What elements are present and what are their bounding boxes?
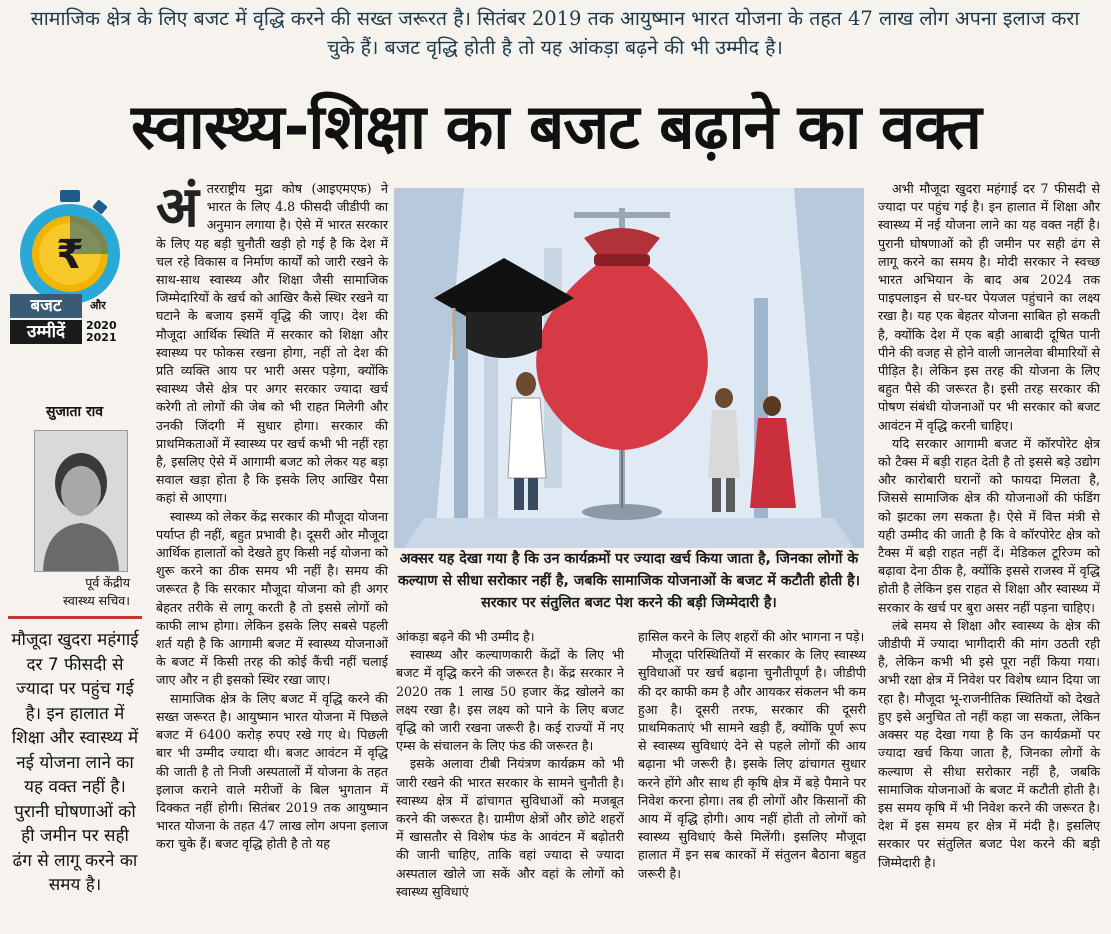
author-designation-line2: स्वास्थ्य सचिव। [62,593,130,608]
pullquote-rule [8,616,142,619]
article-paragraph: लंबे समय से शिक्षा और स्वास्थ्य के क्षेत्र की जीडीपी में ज्यादा भागीदारी की मांग उठती रही है, लेकिन कभी भी इसे पूरा नहीं किया गया। अभी रक्षा क्षेत्र में निवेश पर विशेष ध्यान दिया जा रहा है। मौजूदा भू-राजनीतिक स्थितियों को देखते हुए इसे अनुचित तो नहीं कहा जा सकता, लेकिन अक्सर यह देखा गया है कि उन कार्यक्रमों पर ज्यादा खर्च किया जाता है, जिनका लोगों के कल्याण से सीधा सरोकार नहीं है, जबकि सामाजिक योजनाओं के बजट में कटौती होती है। इस समय कृषि में भी निवेश करने की जरूरत है। देश में इस समय हर क्षेत्र में मंदी है। इसलिए सरकार पर संतुलित बजट पेश करने की बड़ी जिम्मेदारी है। [878,617,1100,870]
rupee-symbol: ₹ [56,232,84,278]
badge-word-hopes: उम्मीदें [10,320,82,344]
article-headline: स्वास्थ्य-शिक्षा का बजट बढ़ाने का वक्त [131,90,981,163]
article-illustration [394,188,864,548]
illustration-caption: अक्सर यह देखा गया है कि उन कार्यक्रमों पर ज्यादा खर्च किया जाता है, जिनका लोगों के कल्याण से सीधा सरोकार नहीं है, जबकि सामाजिक योजनाओं के बजट में कटौती होती है। सरकार पर संतुलित बजट पेश करने की बड़ी जिम्मेदारी है। [397,551,861,611]
author-photo [34,430,128,572]
article-paragraph: इसके अलावा टीबी नियंत्रण कार्यक्रम को भी जारी रखने की भारत सरकार के सामने चुनौती है। स्वास्थ्य क्षेत्र में ढांचागत सुविधाओं को मजबूत करने की जरूरत है। ग्रामीण क्षेत्रों और छोटे शहरों में खासतौर से विशेष फंड के आवंटन में बढ़ोतरी की जानी चाहिए, ताकि वहां ज्यादा से ज्यादा अस्पताल खोले जा सकें और वहां के लोगों को स्वास्थ्य सुविधाएं [396,756,624,899]
article-column-3 [638,628,866,883]
badge-conjunction: और [90,299,106,312]
author-name: सुजाता राव [46,404,104,420]
article-paragraph: यदि सरकार आगामी बजट में कॉरपोरेट क्षेत्र को टैक्स में बड़ी राहत देती है तो इससे बड़े उद्योग और कारोबारी घरानों को फायदा मिलता है, जिससे सामाजिक क्षेत्र की योजनाओं की फंडिंग को झटका लग सकता है। ऐसे में वित्त मंत्री से यही उम्मीद की जाती है कि वे कॉरपोरेट क्षेत्र को टैक्स में बड़ी राहत नहीं दें। मेडिकल टूरिज्म को बढ़ावा देना ठीक है, क्योंकि इससे राजस्व में वृद्धि होती है लेकिन इस राहत से शिक्षा और स्वास्थ्य में सरकार के खर्च पर बुरा असर नहीं पड़ना चाहिए। [878,435,1100,615]
article-column-4 [878,180,1100,872]
article-paragraph: मौजूदा परिस्थितियों में सरकार के लिए स्वास्थ्य सुविधाओं पर खर्च बढ़ाना चुनौतीपूर्ण है। जीडीपी की दर काफी कम है और आयकर संकलन भी कम हुआ है। दूसरी तरफ, सरकार की दूसरी प्राथमिकताएं भी सामने खड़ी हैं, क्योंकि पूर्ण रूप से स्वास्थ्य सुविधाएं देने से पहले लोगों की आय बढ़ाना भी जरूरी है। इसके लिए ढांचागत सुधार करने होंगे और साथ ही कृषि क्षेत्र में बड़े पैमाने पर निवेश करना होगा। तब ही लोगों और किसानों की आय में वृद्धि होगी। आय नहीं होती तो लोगों को स्वास्थ्य सुविधाएं कैसे मिलेंगी। इसलिए मौजूदा हालात में इन सब कारकों में संतुलन बैठाना बहुत जरूरी है। [638,647,866,881]
badge-year-2: 2021 [86,331,117,344]
article-paragraph: स्वास्थ्य और कल्याणकारी केंद्रों के लिए भी बजट में वृद्धि करने की जरूरत है। केंद्र सरकार ने 2020 तक 1 लाख 50 हजार केंद्र खोलने का लक्ष्य रखा है। इस लक्ष्य को पाने के लिए बजट वृद्धि को जारी रखना जरूरी है। कई राज्यों में नए एम्स के संचालन के लिए फंड की जरूरत है। [396,647,624,754]
article-deck: सामाजिक क्षेत्र के लिए बजट में वृद्धि करने की सख्त जरूरत है। सितंबर 2019 तक आयुष्मान भारत योजना के तहत 47 लाख लोग अपना इलाज करा चुके हैं। बजट वृद्धि होती है तो यह आंकड़ा बढ़ने की भी उम्मीद है। [30,7,1080,59]
article-column-2 [396,628,624,901]
article-paragraph: अंतरराष्ट्रीय मुद्रा कोष (आइएमएफ) ने भारत के लिए 4.8 फीसदी जीडीपी का अनुमान लगाया है। ऐसे में भारत सरकार के लिए यह बड़ी चुनौती खड़ी हो गई है कि देश में चल रहे विकास व निर्माण कार्यों को जारी रखने के साथ-साथ स्वास्थ्य और शिक्षा जैसी सामाजिक जिम्मेदारियों के खर्च को आखिर कैसे स्थिर रखने या घटाने के बजाय इसमें वृद्धि की जाए। देश की मौजूदा आर्थिक स्थिति में सरकार को शिक्षा और स्वास्थ्य पर फोकस रखना होगा, नहीं तो देश की प्रति व्यक्ति आय पर भारी असर पड़ेगा, क्योंकि स्वास्थ्य जैसे क्षेत्र पर अगर सरकार ज्यादा खर्च करेगी तो लोगों की जेब को भी राहत मिलेगी और उनकी जिंदगी में सुधार होगा। सरकार की प्राथमिकताओं में स्वास्थ्य पर खर्च कभी भी नहीं रहा है, इसलिए ऐसे में आगामी बजट को लेकर यह बड़ा सवाल खड़ा होता है कि इसके लिए आखिर पैसा कहां से आएगा। [156,174,388,506]
budget-badge [10,188,130,358]
article-paragraph: सामाजिक क्षेत्र के लिए बजट में वृद्धि करने की सख्त जरूरत है। आयुष्मान भारत योजना में पिछले बजट में 6400 करोड़ रुपए रखे गए थे। पिछली बार भी उम्मीद ज्यादा थी। बजट आवंटन में वृद्धि की जाती है तो निजी अस्पतालों में योजना के तहत इलाज कराने वाले मरीजों के बिल भुगतान में दिक्कत नहीं होगी। सितंबर 2019 तक आयुष्मान भारत योजना के तहत 47 लाख लोग अपना इलाज करा चुके हैं। बजट वृद्धि होती है तो यह [156,690,388,852]
drop-cap: अं [156,174,199,240]
article-paragraph: आंकड़ा बढ़ने की भी उम्मीद है। [396,629,535,644]
pull-quote: मौजूदा खुदरा महंगाई दर 7 फीसदी से ज्यादा पर पहुंच गई है। इन हालात में शिक्षा और स्वास्थ्य में नई योजना लाने का यह वक्त नहीं है। पुरानी घोषणाओं को ही जमीन पर सही ढंग से लागू करने का समय है। [11,630,139,895]
author-portrait-icon [35,431,127,571]
author-designation-line1: पूर्व केंद्रीय [85,575,130,590]
badge-word-budget: बजट [10,294,82,318]
article-paragraph: हासिल करने के लिए शहरों की ओर भागना न पड़े। [638,629,865,644]
article-paragraph: अभी मौजूदा खुदरा महंगाई दर 7 फीसदी से ज्यादा पर पहुंच गई है। इन हालात में शिक्षा और स्वास्थ्य में नई योजना लाने का यह वक्त नहीं है। पुरानी घोषणाओं को ही जमीन पर सही ढंग से लागू करने का समय है। मोदी सरकार ने स्वच्छ भारत अभियान के बाद अब 2024 तक पाइपलाइन से घर-घर पेयजल पहुंचाने का लक्ष्य रखा है। यह एक बेहतर योजना साबित हो सकती है, क्योंकि देश में एक बड़ी आबादी दूषित पानी पीने की वजह से होने वाली जानलेवा बीमारियों से पीड़ित है। लेकिन इस तरह की योजना के लिए बहुत पैसे की जरूरत है। इसी तरह सरकार की पोषण संबंधी योजनाओं पर भी सरकार को बजट आवंटन में वृद्धि करनी चाहिए। [878,181,1100,433]
article-paragraph: स्वास्थ्य को लेकर केंद्र सरकार की मौजूदा योजना पर्याप्त ही नहीं, बहुत प्रभावी है। दूसरी ओर मौजूदा आर्थिक हालातों को देखते हुए किसी नई योजना को शुरू करने का ठीक समय भी नहीं है। समय की जरूरत है कि सरकार मौजूदा योजना को ही अगर बेहतर तरीके से लागू करती है तो इससे लोगों को काफी लाभ होगा। लेकिन इसके लिए सबसे पहली शर्त यही है कि आगामी बजट में स्वास्थ्य योजनाओं के बजट में किसी तरह की कोई कैंची नहीं चलाई जाए और न ही इसको स्थिर रखा जाए। [156,508,388,688]
article-column-1 [156,174,388,854]
badge-year-1: 2020 [86,319,117,332]
iv-drip-money-bag-icon [394,188,864,548]
author-designation [20,574,130,610]
